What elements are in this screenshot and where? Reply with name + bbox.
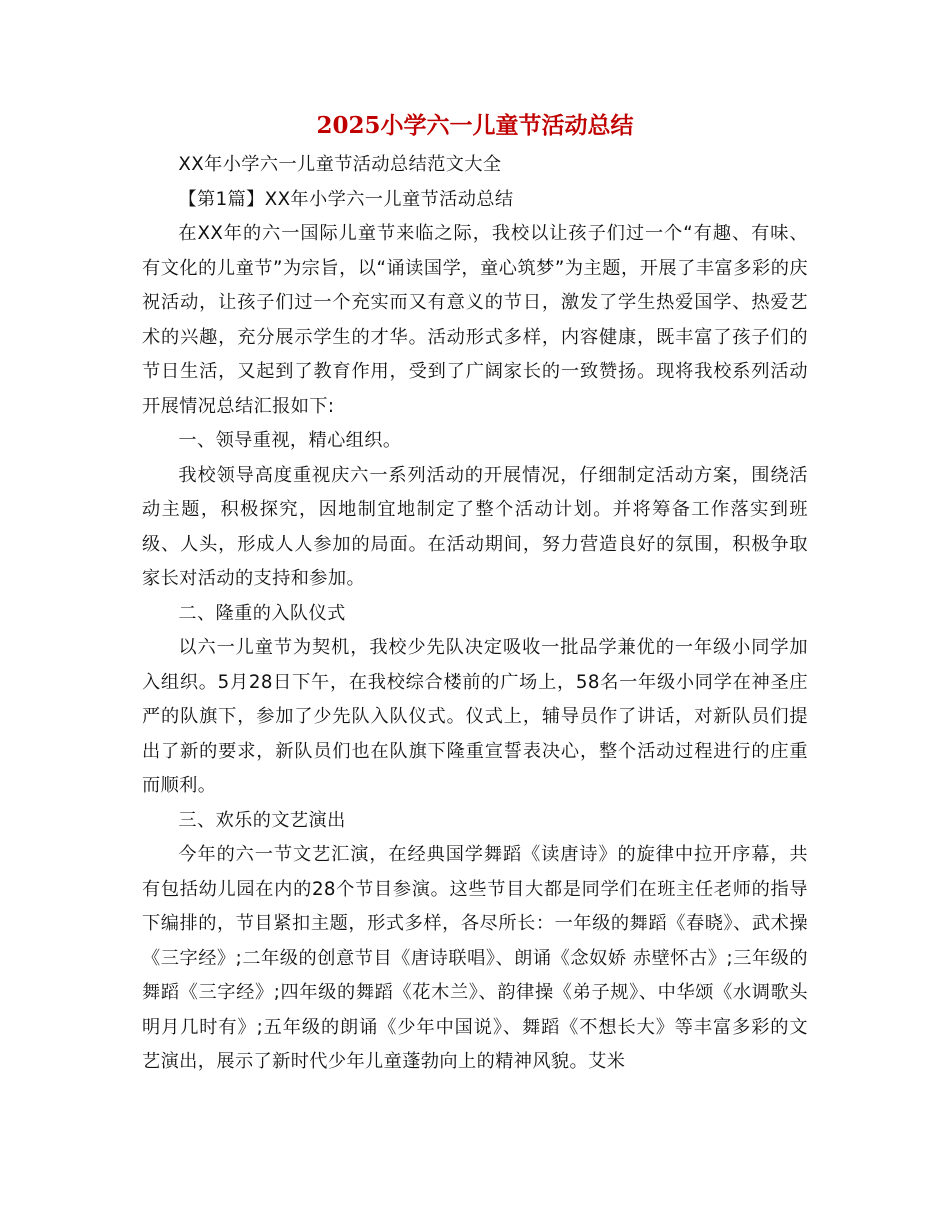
- intro-paragraph: 在XX年的六一国际儿童节来临之际，我校以让孩子们过一个“有趣、有味、有文化的儿童节”为宗旨，以“诵读国学，童心筑梦”为主题，开展了丰富多彩的庆祝活动，让孩子们过一个充实而又有意义的节日，激发了学生热爱国学、热爱艺术的兴趣，充分展示学生的才华。活动形式多样，内容健康，既丰富了孩子们的节日生活，又起到了教育作用，受到了广阔家长的一致赞扬。现将我校系列活动开展情况总结汇报如下:: [142, 223, 808, 417]
- article-heading: 【第1篇】XX年小学六一儿童节活动总结: [178, 188, 514, 210]
- document-body: [142, 108, 808, 1080]
- section-paragraph-2: 以六一儿童节为契机，我校少先队决定吸收一批品学兼优的一年级小同学加入组织。5月28日下午，在我校综合楼前的广场上，58名一年级小同学在神圣庄严的队旗下，参加了少先队入队仪式。仪式上，辅导员作了讲话，对新队员们提出了新的要求，新队员们也在队旗下隆重宣誓表决心，整个活动过程进行的庄重而顺利。: [142, 637, 808, 796]
- section-heading-2: 二、隆重的入队仪式: [178, 602, 346, 624]
- subtitle-line: XX年小学六一儿童节活动总结范文大全: [178, 154, 502, 175]
- section-heading-3: 三、欢乐的文艺演出: [178, 809, 346, 831]
- document-title: 2025小学六一儿童节活动总结: [316, 112, 634, 139]
- section-paragraph-3: 今年的六一节文艺汇演，在经典国学舞蹈《读唐诗》的旋律中拉开序幕，共有包括幼儿园在内的28个节目参演。这些节目大都是同学们在班主任老师的指导下编排的，节目紧扣主题，形式多样，各尽所长：一年级的舞蹈《春晓》、武术操《三字经》;二年级的创意节目《唐诗联唱》、朗诵《念奴娇 赤壁怀古》;三年级的舞蹈《三字经》;四年级的舞蹈《花木兰》、韵律操《弟子规》、中华颂《水调歌头 明月几时有》;五年级的朗诵《少年中国说》、舞蹈《不想长大》等丰富多彩的文艺演出，展示了新时代少年儿童蓬勃向上的精神风貌。艾米: [142, 844, 808, 1072]
- section-paragraph-1: 我校领导高度重视庆六一系列活动的开展情况，仔细制定活动方案，围绕活动主题，积极探究，因地制宜地制定了整个活动计划。并将筹备工作落实到班级、人头，形成人人参加的局面。在活动期间，努力营造良好的氛围，积极争取家长对活动的支持和参加。: [142, 464, 808, 589]
- section-heading-1: 一、领导重视，精心组织。: [178, 430, 402, 451]
